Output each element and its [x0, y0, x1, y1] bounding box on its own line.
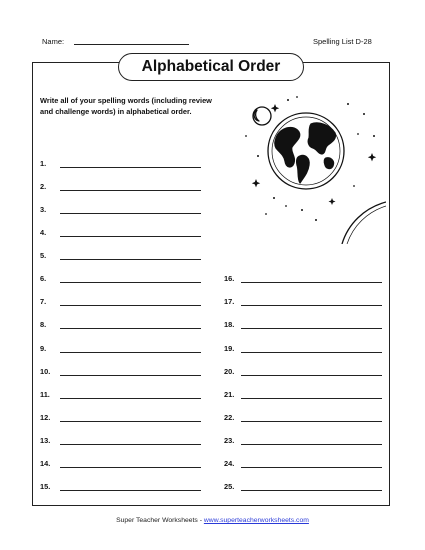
entry-write-line[interactable] — [60, 213, 201, 214]
word-entry — [224, 482, 382, 494]
entry-write-line[interactable] — [60, 305, 201, 306]
entry-number: 1. — [40, 159, 47, 168]
entry-number: 19. — [224, 343, 235, 353]
word-entry — [224, 413, 382, 425]
entry-number: 16. — [224, 274, 235, 284]
entry-write-line[interactable] — [241, 421, 382, 422]
name-write-line[interactable] — [74, 44, 189, 45]
entry-number: 5. — [40, 251, 47, 261]
entry-write-line[interactable] — [241, 375, 382, 376]
entry-write-line[interactable] — [241, 328, 382, 329]
entry-write-line[interactable] — [241, 352, 382, 353]
entry-number: 6. — [40, 274, 47, 284]
entry-number: 24. — [224, 458, 235, 468]
word-entry — [224, 274, 382, 286]
word-entry — [40, 367, 201, 379]
worksheet-title-text: Alphabetical Order — [141, 58, 281, 75]
word-entry — [40, 436, 201, 448]
entry-number: 15. — [40, 481, 51, 491]
entry-number: 14. — [40, 458, 51, 468]
word-entry — [40, 413, 201, 425]
entry-number: 8. — [40, 320, 47, 330]
word-entry — [224, 320, 382, 332]
entry-number: 21. — [224, 389, 235, 399]
entry-write-line[interactable] — [241, 444, 382, 445]
instructions: Write all of your spelling words (including review and challenge words) in alphabetical order. — [40, 96, 212, 116]
entry-write-line[interactable] — [241, 398, 382, 399]
entry-number: 9. — [40, 343, 47, 353]
footer-separator: - — [199, 517, 202, 524]
entry-number: 18. — [224, 320, 235, 330]
word-entry — [224, 367, 382, 379]
word-entry — [40, 482, 201, 494]
entry-write-line[interactable] — [60, 352, 201, 353]
word-entry — [40, 251, 201, 263]
word-entry — [40, 344, 201, 356]
entry-number: 3. — [40, 205, 47, 215]
entry-write-line[interactable] — [60, 490, 201, 491]
entry-write-line[interactable] — [241, 282, 382, 283]
entry-write-line[interactable] — [60, 190, 201, 191]
word-entry — [40, 297, 201, 309]
earth-globe-icon — [236, 94, 386, 244]
entry-write-line[interactable] — [60, 259, 201, 260]
entry-number: 7. — [40, 297, 47, 307]
entry-number: 4. — [40, 228, 47, 238]
word-entry — [224, 390, 382, 402]
entry-write-line[interactable] — [60, 467, 201, 468]
word-entry — [40, 159, 201, 171]
word-entry — [40, 390, 201, 402]
footer-brand: Super Teacher Worksheets — [116, 517, 198, 524]
entry-number: 2. — [40, 182, 47, 192]
entry-write-line[interactable] — [241, 490, 382, 491]
entry-write-line[interactable] — [60, 236, 201, 237]
entry-number: 13. — [40, 435, 51, 445]
entry-write-line[interactable] — [241, 467, 382, 468]
word-entry — [40, 320, 201, 332]
entry-number: 12. — [40, 412, 51, 422]
word-entry — [40, 459, 201, 471]
entry-number: 23. — [224, 435, 235, 445]
entry-write-line[interactable] — [60, 398, 201, 399]
entry-write-line[interactable] — [60, 421, 201, 422]
spelling-list-id: Spelling List D-28 — [313, 37, 372, 46]
entry-number: 11. — [40, 389, 50, 399]
footer-link[interactable]: www.superteacherworksheets.com — [203, 517, 309, 524]
word-entry — [40, 228, 201, 240]
footer — [0, 517, 425, 524]
word-entry — [224, 436, 382, 448]
word-entry — [40, 274, 201, 286]
worksheet-title — [118, 53, 304, 81]
word-entry — [224, 459, 382, 471]
entry-write-line[interactable] — [60, 375, 201, 376]
name-label: Name: — [42, 37, 65, 46]
entry-number: 10. — [40, 366, 51, 376]
entry-write-line[interactable] — [60, 444, 201, 445]
entry-number: 17. — [224, 297, 235, 307]
entry-write-line[interactable] — [60, 328, 201, 329]
entry-number: 25. — [224, 481, 235, 491]
word-entry — [40, 182, 201, 194]
entry-write-line[interactable] — [241, 305, 382, 306]
entry-write-line[interactable] — [60, 282, 201, 283]
word-entry — [40, 205, 201, 217]
entry-number: 20. — [224, 366, 235, 376]
entry-write-line[interactable] — [60, 167, 201, 168]
entry-number: 22. — [224, 412, 235, 422]
word-entry — [224, 344, 382, 356]
word-entry — [224, 297, 382, 309]
